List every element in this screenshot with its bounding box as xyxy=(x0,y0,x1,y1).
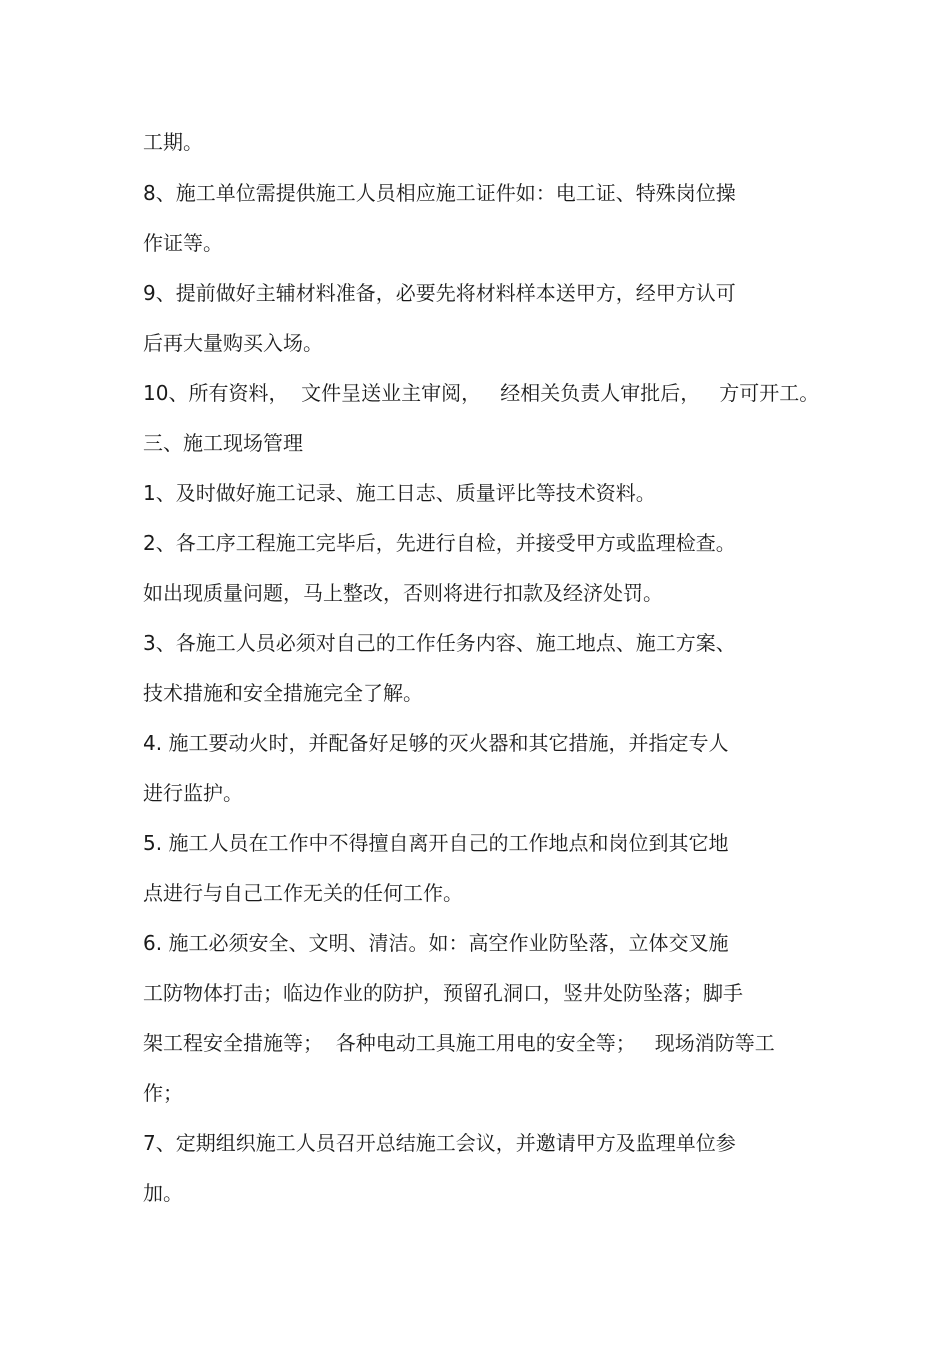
text-line: 5. 施工人员在工作中不得擅自离开自己的工作地点和岗位到其它地 xyxy=(143,831,729,855)
text-line: 工防物体打击；临边作业的防护，预留孔洞口，竖井处防坠落；脚手 xyxy=(143,981,743,1005)
text-line: 7、定期组织施工人员召开总结施工会议，并邀请甲方及监理单位参 xyxy=(143,1131,736,1155)
text-line: 10、所有资料， 文件呈送业主审阅， 经相关负责人审批后， 方可开工。 xyxy=(143,381,820,405)
text-line: 工期。 xyxy=(143,130,203,154)
text-line: 作证等。 xyxy=(143,231,223,255)
text-line: 加。 xyxy=(143,1181,183,1205)
text-line: 3、各施工人员必须对自己的工作任务内容、施工地点、施工方案、 xyxy=(143,631,736,655)
text-line: 技术措施和安全措施完全了解。 xyxy=(143,681,423,705)
text-line: 8、施工单位需提供施工人员相应施工证件如：电工证、特殊岗位操 xyxy=(143,181,736,205)
text-line: 架工程安全措施等； 各种电动工具施工用电的安全等； 现场消防等工 xyxy=(143,1031,775,1055)
text-line: 4. 施工要动火时，并配备好足够的灭火器和其它措施，并指定专人 xyxy=(143,731,729,755)
text-line: 后再大量购买入场。 xyxy=(143,331,323,355)
text-line: 如出现质量问题，马上整改，否则将进行扣款及经济处罚。 xyxy=(143,581,663,605)
section-heading: 三、施工现场管理 xyxy=(143,431,303,455)
text-line: 进行监护。 xyxy=(143,781,243,805)
text-line: 1、及时做好施工记录、施工日志、质量评比等技术资料。 xyxy=(143,481,656,505)
text-line: 2、各工序工程施工完毕后，先进行自检，并接受甲方或监理检查。 xyxy=(143,531,736,555)
text-line: 6. 施工必须安全、文明、清洁。如：高空作业防坠落，立体交叉施 xyxy=(143,931,729,955)
text-line: 9、提前做好主辅材料准备，必要先将材料样本送甲方，经甲方认可 xyxy=(143,281,736,305)
text-line: 作； xyxy=(143,1081,183,1105)
text-line: 点进行与自己工作无关的任何工作。 xyxy=(143,881,463,905)
